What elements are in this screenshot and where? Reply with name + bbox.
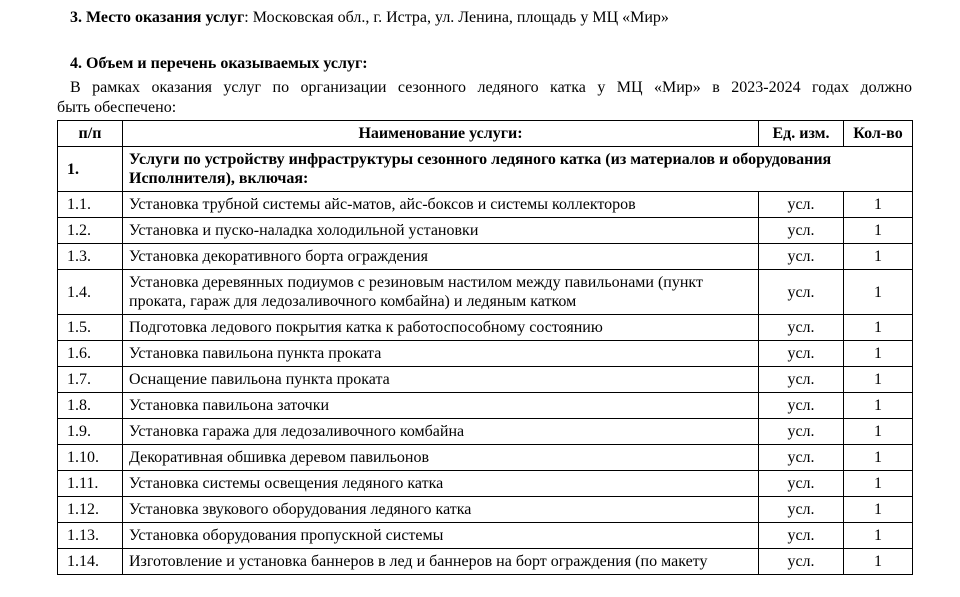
table-row: [58, 471, 913, 497]
service-name-cell: Подготовка ледового покрытия катка к работоспособному состоянию: [123, 315, 759, 341]
quantity-cell: 1: [844, 367, 913, 393]
row-number-cell: 1.: [58, 147, 123, 192]
table-row: [58, 419, 913, 445]
service-name-cell: Оснащение павильона пункта проката: [123, 367, 759, 393]
unit-cell: усл.: [759, 270, 844, 315]
table-body: [58, 147, 913, 575]
service-name-cell: Установка системы освещения ледяного катка: [123, 471, 759, 497]
unit-cell: усл.: [759, 244, 844, 270]
header-num-cell: п/п: [58, 121, 123, 147]
row-number-cell: 1.9.: [58, 419, 123, 445]
header-name-cell: Наименование услуги:: [123, 121, 759, 147]
unit-cell: усл.: [759, 549, 844, 575]
service-name-cell: Установка павильона заточки: [123, 393, 759, 419]
services-table: [57, 120, 913, 575]
section-3-heading: [57, 8, 912, 28]
table-row: [58, 393, 913, 419]
unit-cell: усл.: [759, 419, 844, 445]
quantity-cell: 1: [844, 497, 913, 523]
row-number-cell: 1.14.: [58, 549, 123, 575]
row-number-cell: 1.7.: [58, 367, 123, 393]
unit-cell: усл.: [759, 523, 844, 549]
section-4-heading: 4. Объем и перечень оказываемых услуг:: [70, 55, 368, 72]
section-3-text: : Московская обл., г. Истра, ул. Ленина, площадь у МЦ «Мир»: [244, 9, 669, 26]
service-name-cell: Установка оборудования пропускной системы: [123, 523, 759, 549]
table-row: [58, 549, 913, 575]
unit-cell: усл.: [759, 445, 844, 471]
service-name-cell: Установка павильона пункта проката: [123, 341, 759, 367]
service-name-cell: Установка звукового оборудования ледяного катка: [123, 497, 759, 523]
row-number-cell: 1.13.: [58, 523, 123, 549]
table-row: [58, 244, 913, 270]
unit-cell: усл.: [759, 367, 844, 393]
service-name-cell: Декоративная обшивка деревом павильонов: [123, 445, 759, 471]
table-row: [58, 497, 913, 523]
row-number-cell: 1.10.: [58, 445, 123, 471]
row-number-cell: 1.12.: [58, 497, 123, 523]
header-qty-cell: Кол-во: [844, 121, 913, 147]
unit-cell: усл.: [759, 218, 844, 244]
row-number-cell: 1.5.: [58, 315, 123, 341]
service-name-cell: Услуги по устройству инфраструктуры сезонного ледяного катка (из материалов и оборудования Исполнителя), включая:: [123, 147, 913, 192]
quantity-cell: 1: [844, 393, 913, 419]
table-row: [58, 270, 913, 315]
quantity-cell: 1: [844, 315, 913, 341]
service-name-cell: Установка деревянных подиумов с резиновым настилом между павильонами (пункт проката, гараж для ледозаливочного комбайна) и ледяным катком: [123, 270, 759, 315]
row-number-cell: 1.1.: [58, 192, 123, 218]
quantity-cell: 1: [844, 445, 913, 471]
section-3-title: 3. Место оказания услуг: [70, 9, 245, 26]
table-row: [58, 445, 913, 471]
quantity-cell: 1: [844, 549, 913, 575]
row-number-cell: 1.11.: [58, 471, 123, 497]
group-row: [58, 147, 913, 192]
table-row: [58, 315, 913, 341]
service-name-cell: Установка трубной системы айс-матов, айс-боксов и системы коллекторов: [123, 192, 759, 218]
row-number-cell: 1.4.: [58, 270, 123, 315]
service-name-cell: Установка декоративного борта ограждения: [123, 244, 759, 270]
row-number-cell: 1.3.: [58, 244, 123, 270]
quantity-cell: 1: [844, 523, 913, 549]
table-header-row: [58, 121, 913, 147]
table-row: [58, 367, 913, 393]
service-name-cell: Изготовление и установка баннеров в лед и баннеров на борт ограждения (по макету: [123, 549, 759, 575]
row-number-cell: 1.2.: [58, 218, 123, 244]
quantity-cell: 1: [844, 270, 913, 315]
service-name-cell: Установка гаража для ледозаливочного комбайна: [123, 419, 759, 445]
intro-paragraph: [57, 78, 912, 118]
quantity-cell: 1: [844, 244, 913, 270]
paragraph-line: В рамках оказания услуг по организации сезонного ледяного катка у МЦ «Мир» в 2023-2024 годах должно: [70, 79, 912, 96]
quantity-cell: 1: [844, 471, 913, 497]
table-row: [58, 523, 913, 549]
unit-cell: усл.: [759, 393, 844, 419]
row-number-cell: 1.8.: [58, 393, 123, 419]
quantity-cell: 1: [844, 218, 913, 244]
unit-cell: усл.: [759, 192, 844, 218]
quantity-cell: 1: [844, 419, 913, 445]
table-row: [58, 341, 913, 367]
unit-cell: усл.: [759, 341, 844, 367]
service-name-cell: Установка и пуско-наладка холодильной установки: [123, 218, 759, 244]
unit-cell: усл.: [759, 471, 844, 497]
unit-cell: усл.: [759, 497, 844, 523]
quantity-cell: 1: [844, 341, 913, 367]
paragraph-line: быть обеспечено:: [57, 99, 177, 116]
table-row: [58, 192, 913, 218]
header-unit-cell: Ед. изм.: [759, 121, 844, 147]
table-head: [58, 121, 913, 147]
unit-cell: усл.: [759, 315, 844, 341]
row-number-cell: 1.6.: [58, 341, 123, 367]
quantity-cell: 1: [844, 192, 913, 218]
table-row: [58, 218, 913, 244]
